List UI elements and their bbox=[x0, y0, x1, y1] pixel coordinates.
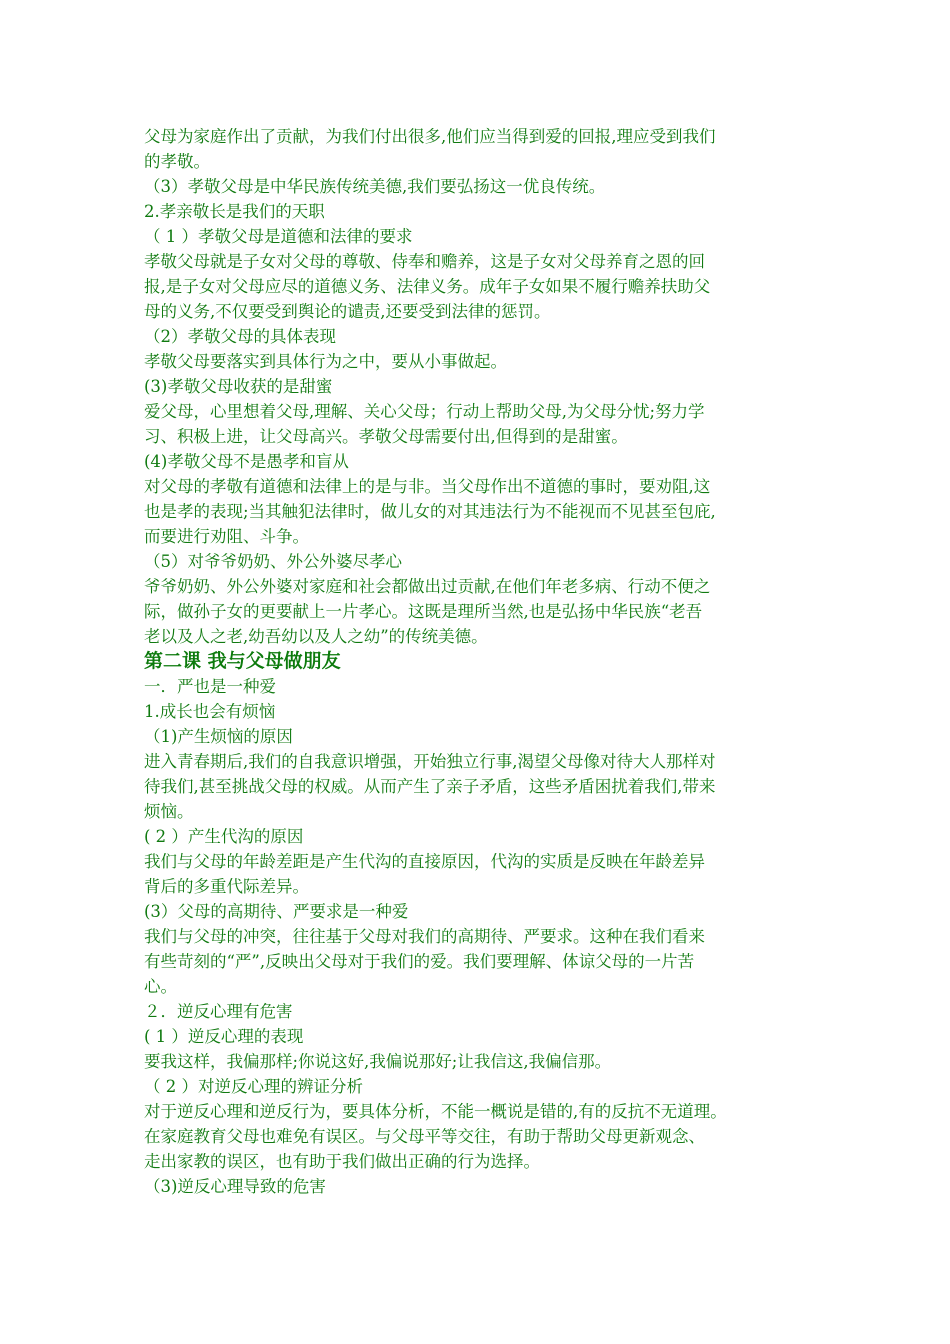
text-line: 报,是子女对父母应尽的道德义务、法律义务。成年子女如果不履行赡养扶助父 bbox=[144, 277, 711, 296]
text-line: 对父母的孝敬有道德和法律上的是与非。当父母作出不道德的事时，要劝阻,这 bbox=[144, 477, 711, 496]
text-line: 1.成长也会有烦恼 bbox=[144, 702, 276, 721]
text-line: 背后的多重代际差异。 bbox=[144, 877, 309, 896]
text-line: (3）父母的高期待、严要求是一种爱 bbox=[144, 902, 409, 921]
text-line: 2.孝亲敬长是我们的天职 bbox=[144, 202, 325, 221]
document-body bbox=[144, 124, 824, 1199]
text-line: 母的义务,不仅要受到舆论的谴责,还要受到法律的惩罚。 bbox=[144, 302, 551, 321]
text-line: （ 1 ）孝敬父母是道德和法律的要求 bbox=[144, 227, 413, 246]
text-line: 待我们,甚至挑战父母的权威。从而产生了亲子矛盾，这些矛盾困扰着我们,带来 bbox=[144, 777, 716, 796]
text-line: 一．严也是一种爱 bbox=[144, 677, 276, 696]
text-line: 走出家教的误区，也有助于我们做出正确的行为选择。 bbox=[144, 1152, 540, 1171]
text-line: 爱父母，心里想着父母,理解、关心父母；行动上帮助父母,为父母分忧;努力学 bbox=[144, 402, 705, 421]
text-line: （3）孝敬父母是中华民族传统美德,我们要弘扬这一优良传统。 bbox=[144, 177, 606, 196]
text-line: 爷爷奶奶、外公外婆对家庭和社会都做出过贡献,在他们年老多病、行动不便之 bbox=[144, 577, 711, 596]
text-line: (3)孝敬父母收获的是甜蜜 bbox=[144, 377, 333, 396]
text-line: 我们与父母的冲突，往往基于父母对我们的高期待、严要求。这种在我们看来 bbox=[144, 927, 705, 946]
text-line: 的孝敬。 bbox=[144, 152, 210, 171]
text-line: 在家庭教育父母也难免有误区。与父母平等交往，有助于帮助父母更新观念、 bbox=[144, 1127, 705, 1146]
text-line: 而要进行劝阻、斗争。 bbox=[144, 527, 309, 546]
text-line: 进入青春期后,我们的自我意识增强，开始独立行事,渴望父母像对待大人那样对 bbox=[144, 752, 716, 771]
text-line: 要我这样，我偏那样;你说这好,我偏说那好;让我信这,我偏信那。 bbox=[144, 1052, 612, 1071]
text-line: 也是孝的表现;当其触犯法律时，做儿女的对其违法行为不能视而不见甚至包庇, bbox=[144, 502, 716, 521]
text-line: 孝敬父母要落实到具体行为之中，要从小事做起。 bbox=[144, 352, 507, 371]
text-line: 际，做孙子女的更要献上一片孝心。这既是理所当然,也是弘扬中华民族“老吾 bbox=[144, 602, 703, 621]
text-line: （ 2 ）对逆反心理的辨证分析 bbox=[144, 1077, 363, 1096]
text-line: （5）对爷爷奶奶、外公外婆尽孝心 bbox=[144, 552, 402, 571]
text-line: （3)逆反心理导致的危害 bbox=[144, 1177, 326, 1196]
text-line: （1)产生烦恼的原因 bbox=[144, 727, 293, 746]
text-line: ( 2 ）产生代沟的原因 bbox=[144, 827, 304, 846]
text-line: （2）孝敬父母的具体表现 bbox=[144, 327, 336, 346]
text-line: 烦恼。 bbox=[144, 802, 194, 821]
lesson-heading: 第二课 我与父母做朋友 bbox=[144, 650, 341, 672]
text-line: 习、积极上进，让父母高兴。孝敬父母需要付出,但得到的是甜蜜。 bbox=[144, 427, 628, 446]
text-line: 父母为家庭作出了贡献，为我们付出很多,他们应当得到爱的回报,理应受到我们 bbox=[144, 127, 716, 146]
text-line: ( 1 ）逆反心理的表现 bbox=[144, 1027, 304, 1046]
text-line: 孝敬父母就是子女对父母的尊敬、侍奉和赡养，这是子女对父母养育之恩的回 bbox=[144, 252, 705, 271]
text-line: 有些苛刻的“严”,反映出父母对于我们的爱。我们要理解、体谅父母的一片苦 bbox=[144, 952, 695, 971]
text-line: 我们与父母的年龄差距是产生代沟的直接原因，代沟的实质是反映在年龄差异 bbox=[144, 852, 705, 871]
text-line: 对于逆反心理和逆反行为，要具体分析，不能一概说是错的,有的反抗不无道理。 bbox=[144, 1102, 727, 1121]
text-line: 心。 bbox=[144, 977, 177, 996]
text-line: 老以及人之老,幼吾幼以及人之幼”的传统美德。 bbox=[144, 627, 488, 646]
text-line: ２．逆反心理有危害 bbox=[144, 1002, 293, 1021]
text-line: (4)孝敬父母不是愚孝和盲从 bbox=[144, 452, 349, 471]
